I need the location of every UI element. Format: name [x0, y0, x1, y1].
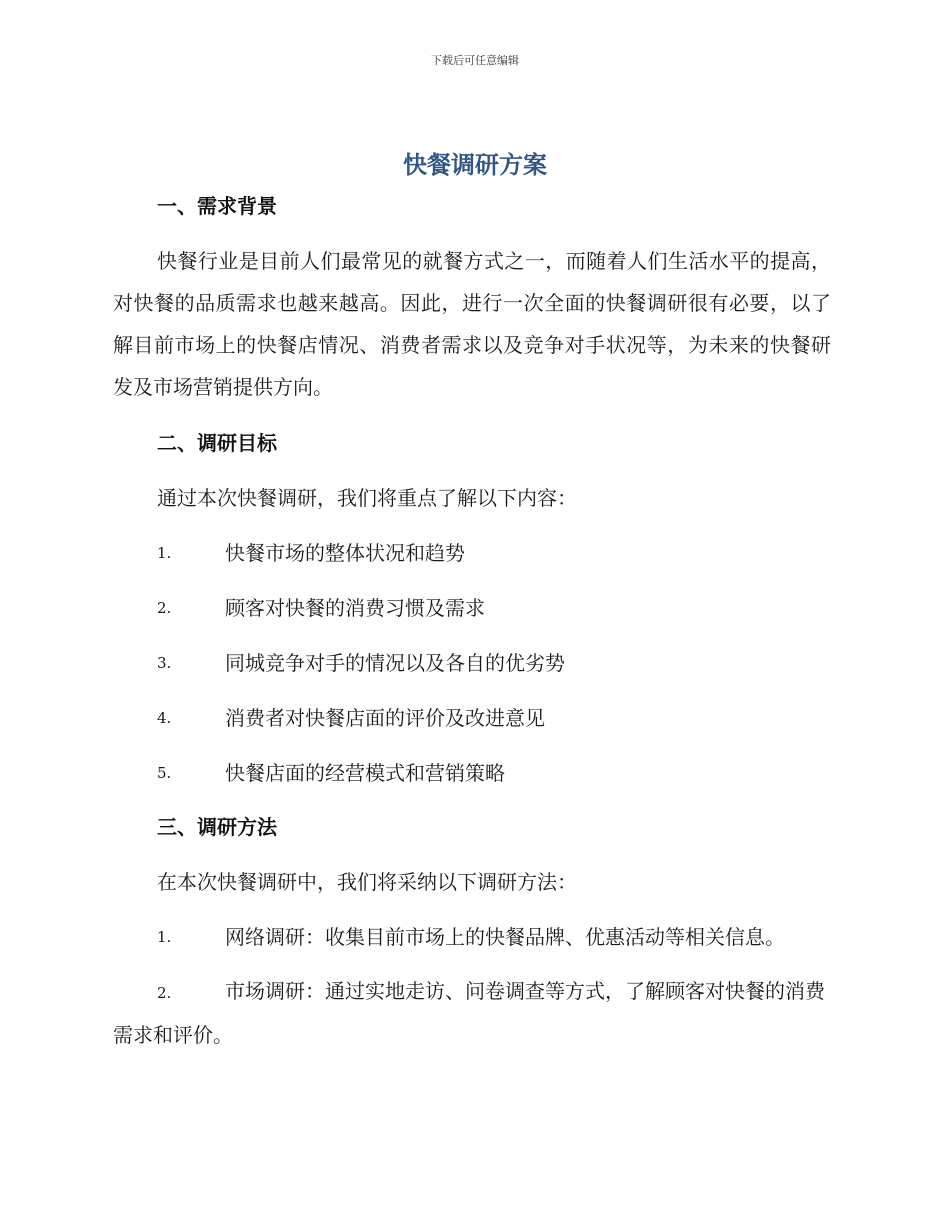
list-item-number: 1.	[157, 544, 172, 562]
list-item-text: 快餐市场的整体状况和趋势	[225, 541, 465, 565]
section-paragraph-background: 快餐行业是目前人们最常见的就餐方式之一，而随着人们生活水平的提高，对快餐的品质需求也越来越高。因此，进行一次全面的快餐调研很有必要，以了解目前市场上的快餐店情况、消费者需求以及竞争对手状况等，为未来的快餐研发及市场营销提供方向。	[113, 249, 831, 399]
list-item-number: 2.	[157, 599, 172, 617]
list-item-text: 市场调研：通过实地走访、问卷调查等方式，了解顾客对快餐的消费需求和评价。	[113, 979, 825, 1047]
header-note: 下载后可任意编辑	[431, 54, 519, 67]
list-item-text: 快餐店面的经营模式和营销策略	[225, 761, 505, 785]
list-item-number: 4.	[157, 709, 172, 727]
list-item-number: 2.	[157, 984, 172, 1002]
section-heading-methods: 三、调研方法	[157, 815, 277, 839]
document-title: 快餐调研方案	[403, 151, 547, 179]
list-item-number: 1.	[157, 928, 172, 946]
list-item-text: 网络调研：收集目前市场上的快餐品牌、优惠活动等相关信息。	[225, 925, 785, 949]
list-item-text: 顾客对快餐的消费习惯及需求	[225, 596, 485, 620]
list-item-text: 同城竞争对手的情况以及各自的优劣势	[225, 651, 565, 675]
list-item-number: 5.	[157, 764, 172, 782]
list-item-number: 3.	[157, 654, 172, 672]
list-item	[113, 970, 833, 1056]
section-heading-goals: 二、调研目标	[157, 431, 277, 455]
section-heading-background: 一、需求背景	[157, 194, 277, 218]
section-intro-goals: 通过本次快餐调研，我们将重点了解以下内容：	[157, 486, 577, 510]
list-item-text: 消费者对快餐店面的评价及改进意见	[225, 706, 545, 730]
section-intro-methods: 在本次快餐调研中，我们将采纳以下调研方法：	[157, 870, 577, 894]
